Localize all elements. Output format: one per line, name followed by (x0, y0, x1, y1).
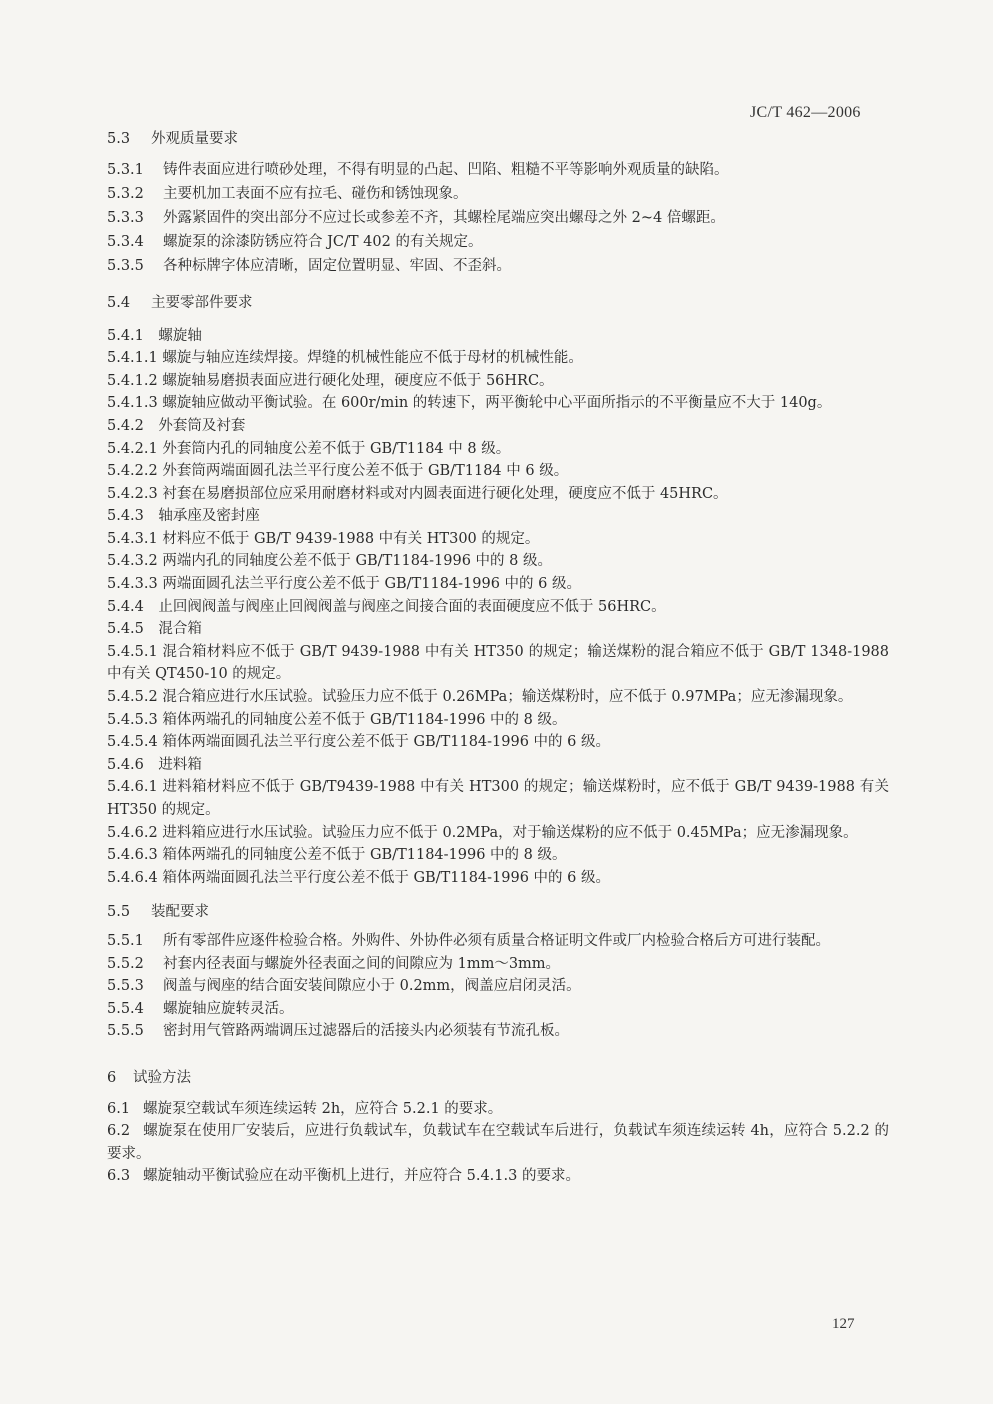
clause-5-3-4: 5.3.4 螺旋泵的涂漆防锈应符合 JC/T 402 的有关规定。 (107, 234, 483, 251)
clause-5-5-5: 5.5.5 密封用气管路两端调压过滤器后的活接头内必须装有节流孔板。 (107, 1023, 569, 1040)
clause-5-4-1-2: 5.4.1.2 螺旋轴易磨损表面应进行硬化处理，硬度应不低于 56HRC。 (107, 372, 554, 389)
clause-5-4-1: 5.4.1 螺旋轴 (107, 327, 202, 344)
section-title: 试验方法 (133, 1069, 191, 1086)
section-heading-5-3 (107, 128, 889, 151)
page-number: 127 (832, 1316, 855, 1332)
clause-5-4-5-4: 5.4.5.4 箱体两端面圆孔法兰平行度公差不低于 GB/T1184-1996 中的 6 级。 (107, 734, 610, 751)
clause-5-4-3-1: 5.4.3.1 材料应不低于 GB/T 9439-1988 中有关 HT300 的规定。 (107, 530, 540, 547)
clause-5-5-4: 5.5.4 螺旋轴应旋转灵活。 (107, 1000, 294, 1017)
clause-6-2: 6.2 螺旋泵在使用厂安装后，应进行负载试车，负载试车在空载试车后进行，负载试车须连续运转 4h，应符合 5.2.2 的要求。 (107, 1123, 889, 1162)
clause-5-4-6-4: 5.4.6.4 箱体两端面圆孔法兰平行度公差不低于 GB/T1184-1996 中的 6 级。 (107, 869, 610, 886)
section-title: 主要零部件要求 (151, 294, 253, 311)
clause-5-4-2-3: 5.4.2.3 衬套在易磨损部位应采用耐磨材料或对内圆表面进行硬化处理，硬度应不低于 45HRC。 (107, 485, 728, 502)
clause-5-4-3-3: 5.4.3.3 两端面圆孔法兰平行度公差不低于 GB/T1184-1996 中的 6 级。 (107, 576, 581, 593)
clause-6-1: 6.1 螺旋泵空载试车须连续运转 2h，应符合 5.2.1 的要求。 (107, 1100, 503, 1117)
clause-5-4-3: 5.4.3 轴承座及密封座 (107, 508, 260, 525)
document-body (107, 128, 889, 1188)
section-heading-5-5 (107, 901, 889, 924)
clause-5-4-4: 5.4.4 止回阀阀盖与阀座止回阀阀盖与阀座之间接合面的表面硬度应不低于 56HRC。 (107, 598, 666, 615)
clause-5-4-3-2: 5.4.3.2 两端内孔的同轴度公差不低于 GB/T1184-1996 中的 8 级。 (107, 553, 552, 570)
clause-5-4-2: 5.4.2 外套筒及衬套 (107, 417, 246, 434)
clause-5-4-5: 5.4.5 混合箱 (107, 621, 202, 638)
clause-5-4-1-1: 5.4.1.1 螺旋与轴应连续焊接。焊缝的机械性能应不低于母材的机械性能。 (107, 350, 583, 367)
section-number: 5.3 (107, 131, 131, 147)
section-number: 5.4 (107, 294, 131, 311)
clause-5-5-3: 5.5.3 阀盖与阀座的结合面安装间隙应小于 0.2mm，阀盖应启闭灵活。 (107, 978, 581, 995)
clause-5-4-5-3: 5.4.5.3 箱体两端孔的同轴度公差不低于 GB/T1184-1996 中的 8 级。 (107, 711, 567, 728)
clause-5-4-5-1: 5.4.5.1 混合箱材料应不低于 GB/T 9439-1988 中有关 HT350 的规定；输送煤粉的混合箱应不低于 GB/T 1348-1988 中有关 QT450-10 的规定。 (107, 643, 889, 683)
clause-5-4-5-2: 5.4.5.2 混合箱应进行水压试验。试验压力应不低于 0.26MPa；输送煤粉时，应不低于 0.97MPa；应无渗漏现象。 (107, 689, 853, 706)
clause-5-3-3: 5.3.3 外露紧固件的突出部分不应过长或参差不齐，其螺栓尾端应突出螺母之外 2~4 倍螺距。 (107, 209, 725, 226)
clause-6-3: 6.3 螺旋轴动平衡试验应在动平衡机上进行，并应符合 5.4.1.3 的要求。 (107, 1168, 580, 1185)
clause-5-3-2: 5.3.2 主要机加工表面不应有拉毛、碰伤和锈蚀现象。 (107, 185, 468, 202)
standard-code: JC/T 462—2006 (750, 104, 861, 121)
section-heading-6 (107, 1067, 889, 1090)
clause-5-5-2: 5.5.2 衬套内径表面与螺旋外径表面之间的间隙应为 1mm～3mm。 (107, 955, 561, 972)
section-heading-5-4 (107, 292, 889, 315)
section-title: 外观质量要求 (151, 131, 238, 147)
clause-5-5-1: 5.5.1 所有零部件应逐件检验合格。外购件、外协件必须有质量合格证明文件或厂内检验合格后方可进行装配。 (107, 932, 830, 949)
clause-5-4-2-2: 5.4.2.2 外套筒两端面圆孔法兰平行度公差不低于 GB/T1184 中 6 级。 (107, 463, 569, 480)
clause-5-4-6-3: 5.4.6.3 箱体两端孔的同轴度公差不低于 GB/T1184-1996 中的 8 级。 (107, 847, 567, 864)
section-number: 5.5 (107, 904, 131, 921)
clause-5-4-6-1: 5.4.6.1 进料箱材料应不低于 GB/T9439-1988 中有关 HT300 的规定；输送煤粉时，应不低于 GB/T 9439-1988 有关 HT350 的规定。 (107, 779, 889, 818)
section-title: 装配要求 (151, 904, 209, 921)
clause-5-3-5: 5.3.5 各种标牌字体应清晰，固定位置明显、牢固、不歪斜。 (107, 258, 511, 275)
clause-5-4-6: 5.4.6 进料箱 (107, 756, 202, 773)
clause-5-3-1: 5.3.1 铸件表面应进行喷砂处理，不得有明显的凸起、凹陷、粗糙不平等影响外观质量的缺陷。 (107, 161, 729, 178)
clause-5-4-6-2: 5.4.6.2 进料箱应进行水压试验。试验压力应不低于 0.2MPa，对于输送煤粉的应不低于 0.45MPa；应无渗漏现象。 (107, 824, 858, 841)
section-number: 6 (107, 1069, 117, 1086)
clause-5-4-1-3: 5.4.1.3 螺旋轴应做动平衡试验。在 600r/min 的转速下，两平衡轮中心平面所指示的不平衡量应不大于 140g。 (107, 395, 832, 412)
clause-5-4-2-1: 5.4.2.1 外套筒内孔的同轴度公差不低于 GB/T1184 中 8 级。 (107, 440, 511, 457)
